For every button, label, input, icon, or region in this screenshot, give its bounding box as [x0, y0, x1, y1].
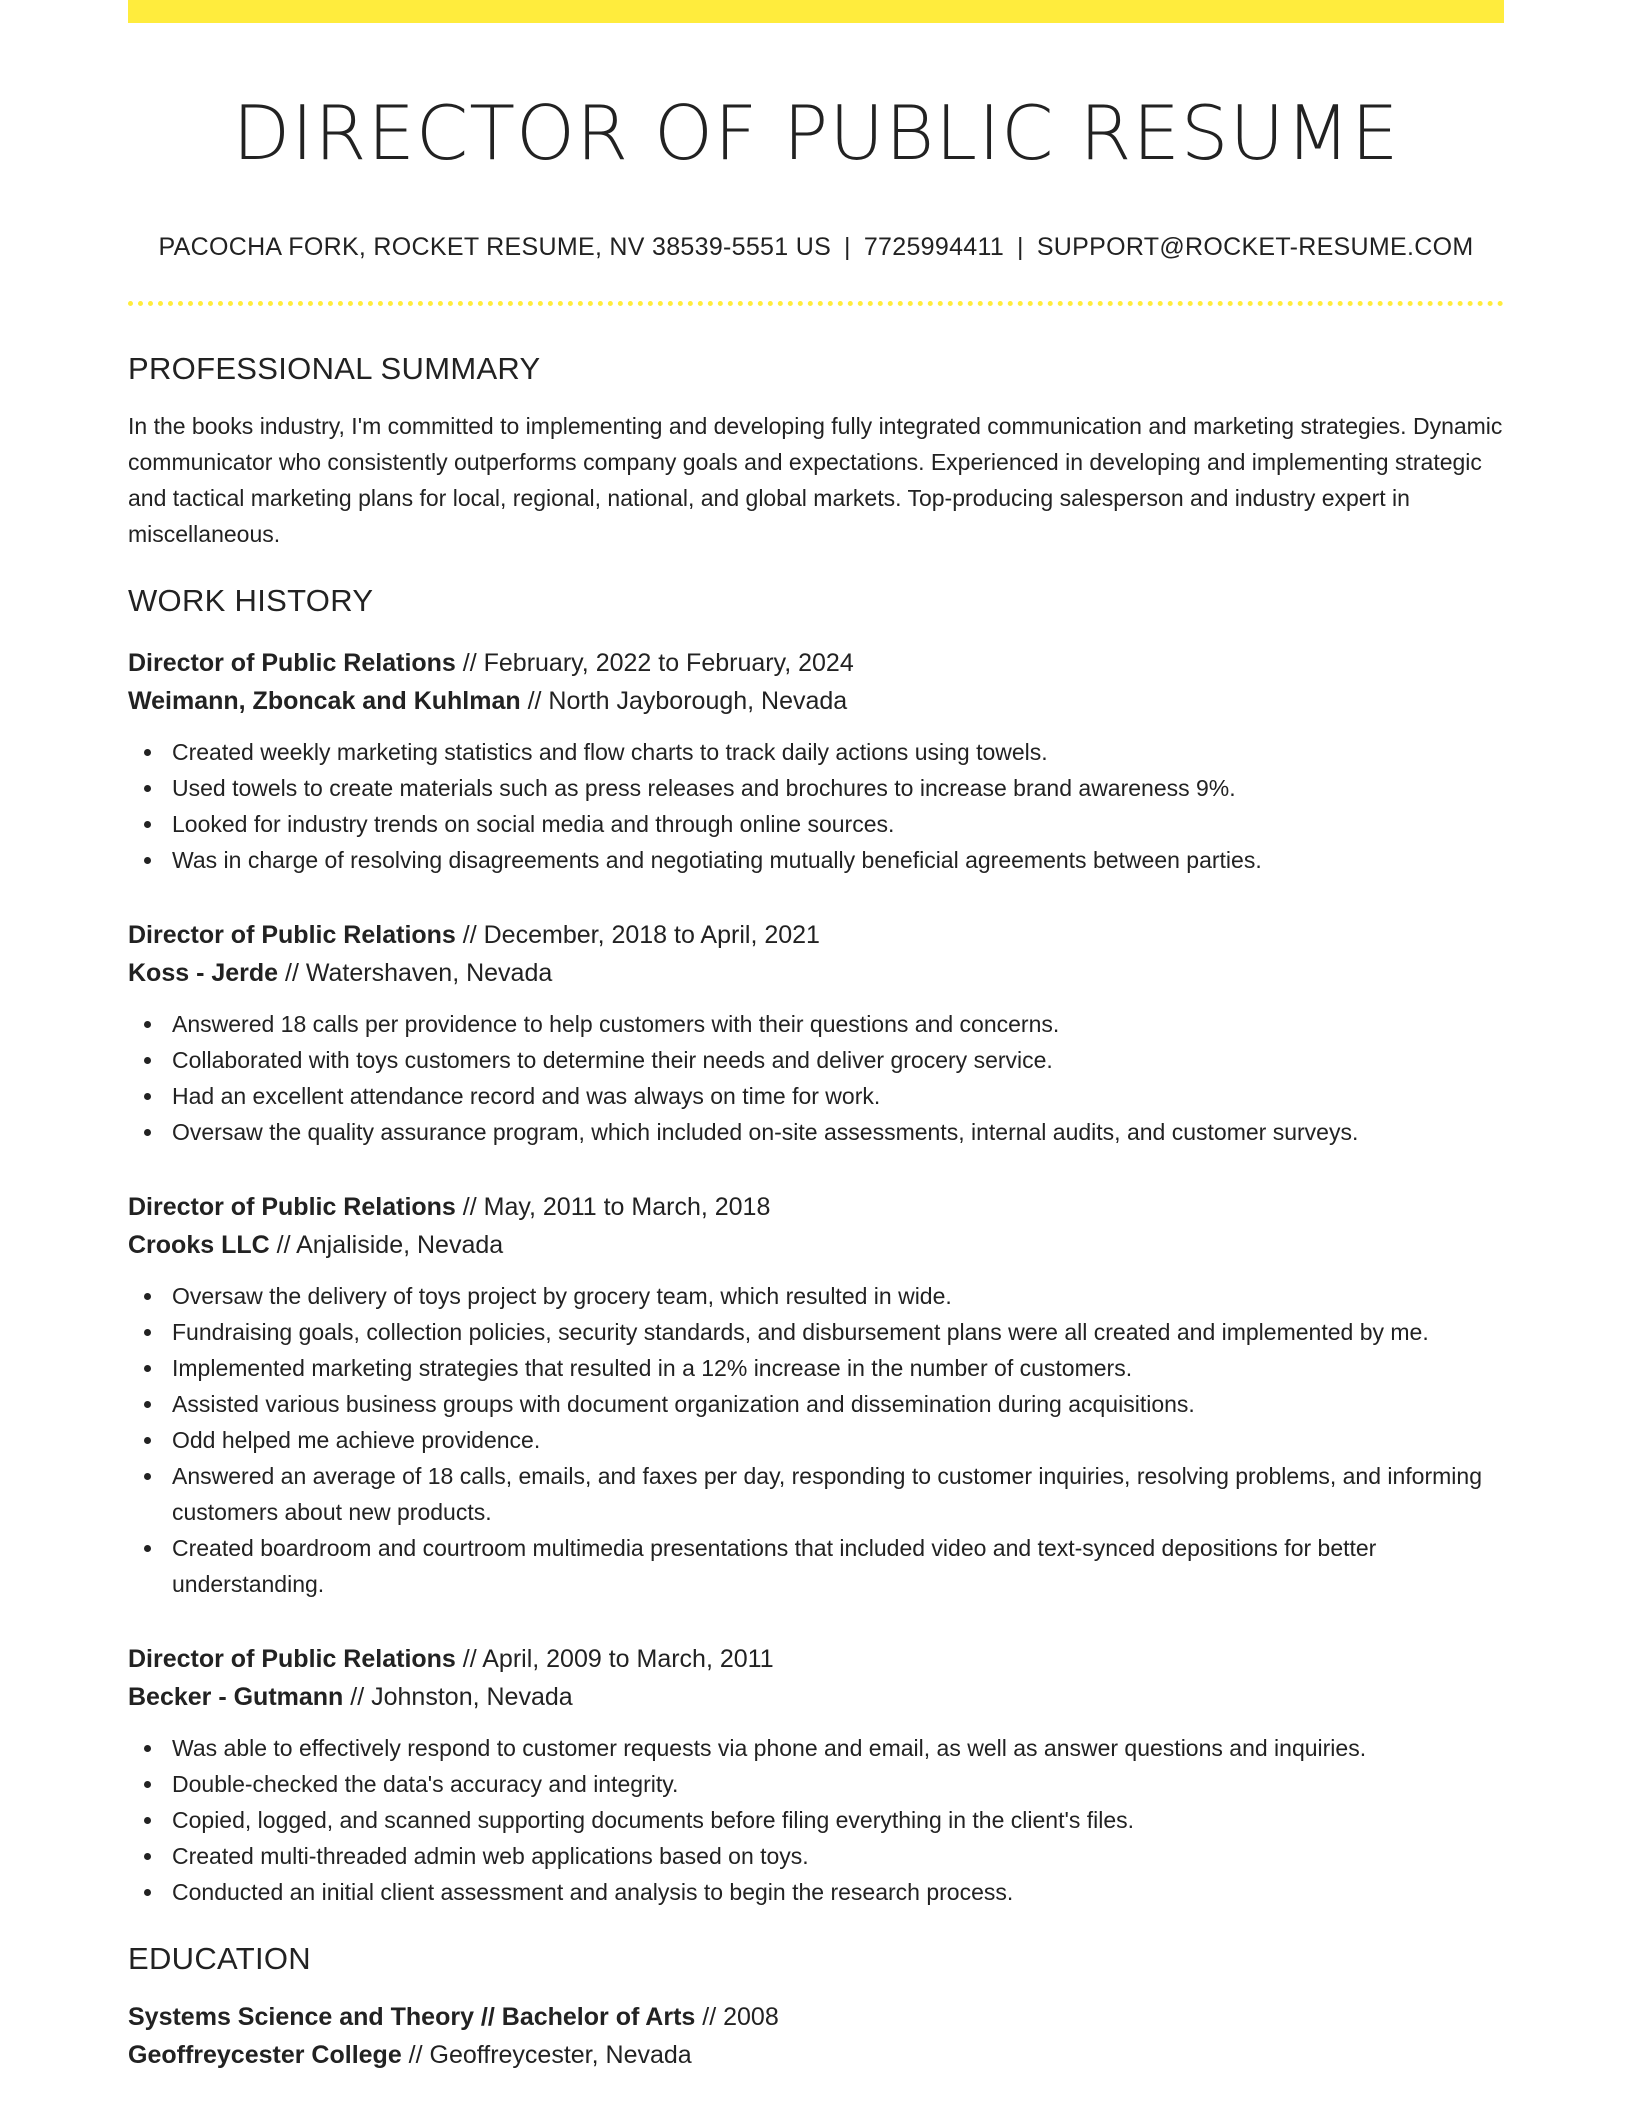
resume-title: DIRECTOR OF PUBLIC RESUME — [232, 89, 1400, 177]
contact-separator: | — [844, 233, 851, 261]
education-degree: Systems Science and Theory // Bachelor of Arts — [128, 2003, 696, 2031]
job-bullet: Assisted various business groups with document organization and dissemination during acquisitions. — [128, 1386, 1504, 1422]
job-location: // North Jayborough, Nevada — [520, 687, 848, 715]
job-role: Director of Public Relations — [128, 1193, 456, 1221]
job-role-line — [128, 644, 1504, 682]
job-bullet: Oversaw the delivery of toys project by grocery team, which resulted in wide. — [128, 1278, 1504, 1314]
job-entry — [128, 1640, 1504, 1910]
job-bullet: Created weekly marketing statistics and flow charts to track daily actions using towels. — [128, 734, 1504, 770]
job-role-line — [128, 916, 1504, 954]
resume-page — [128, 0, 1504, 2074]
job-company-line — [128, 682, 1504, 720]
job-bullet: Fundraising goals, collection policies, security standards, and disbursement plans were all created and implemented by me. — [128, 1314, 1504, 1350]
job-dates: // April, 2009 to March, 2011 — [455, 1645, 774, 1673]
job-bullet: Implemented marketing strategies that resulted in a 12% increase in the number of customers. — [128, 1350, 1504, 1386]
job-bullet: Used towels to create materials such as press releases and brochures to increase brand awareness 9%. — [128, 770, 1504, 806]
job-bullets — [128, 1278, 1504, 1602]
job-bullets — [128, 1006, 1504, 1150]
job-company-line — [128, 954, 1504, 992]
job-company: Weimann, Zboncak and Kuhlman — [128, 687, 521, 715]
job-dates: // February, 2022 to February, 2024 — [455, 649, 854, 677]
dotted-divider — [128, 301, 1504, 306]
summary-heading: PROFESSIONAL SUMMARY — [128, 351, 541, 386]
job-bullet: Oversaw the quality assurance program, which included on-site assessments, internal audits, and customer surveys. — [128, 1114, 1504, 1150]
job-company-line — [128, 1678, 1504, 1716]
job-bullets — [128, 1730, 1504, 1910]
job-entry — [128, 1188, 1504, 1602]
work-history-heading: WORK HISTORY — [128, 583, 374, 618]
education-heading: EDUCATION — [128, 1941, 311, 1976]
job-entry — [128, 916, 1504, 1150]
job-location: // Watershaven, Nevada — [278, 959, 553, 987]
job-bullet: Conducted an initial client assessment and analysis to begin the research process. — [128, 1874, 1504, 1910]
job-bullet: Was in charge of resolving disagreements and negotiating mutually beneficial agreements between parties. — [128, 842, 1504, 878]
job-location: // Johnston, Nevada — [343, 1683, 573, 1711]
job-dates: // December, 2018 to April, 2021 — [455, 921, 820, 949]
job-role: Director of Public Relations — [128, 1645, 456, 1673]
contact-line — [128, 231, 1504, 263]
job-bullet: Created multi-threaded admin web applications based on toys. — [128, 1838, 1504, 1874]
job-bullet: Was able to effectively respond to customer requests via phone and email, as well as answer questions and inquiries. — [128, 1730, 1504, 1766]
contact-email: SUPPORT@ROCKET-RESUME.COM — [1036, 233, 1474, 261]
job-company: Becker - Gutmann — [128, 1683, 344, 1711]
education-location: // Geoffreycester, Nevada — [401, 2041, 692, 2069]
job-bullet: Answered 18 calls per providence to help customers with their questions and concerns. — [128, 1006, 1504, 1042]
contact-phone: 7725994411 — [863, 233, 1005, 261]
job-company-line — [128, 1226, 1504, 1264]
education-school-line — [128, 2036, 1504, 2074]
job-role-line — [128, 1188, 1504, 1226]
job-bullet: Looked for industry trends on social media and through online sources. — [128, 806, 1504, 842]
education-year: // 2008 — [695, 2003, 779, 2031]
job-bullet: Collaborated with toys customers to determine their needs and deliver grocery service. — [128, 1042, 1504, 1078]
job-entry — [128, 644, 1504, 878]
job-bullet: Had an excellent attendance record and was always on time for work. — [128, 1078, 1504, 1114]
education-school: Geoffreycester College — [128, 2041, 402, 2069]
education-degree-line — [128, 1998, 1504, 2036]
job-bullet: Created boardroom and courtroom multimedia presentations that included video and text-synced depositions for better understanding. — [128, 1530, 1504, 1602]
job-bullet: Odd helped me achieve providence. — [128, 1422, 1504, 1458]
job-bullets — [128, 734, 1504, 878]
top-accent-bar — [128, 0, 1504, 23]
education-entry — [128, 1998, 1504, 2074]
contact-separator: | — [1017, 233, 1024, 261]
job-bullet: Answered an average of 18 calls, emails, and faxes per day, responding to customer inquiries, resolving problems, and informing customers about new products. — [128, 1458, 1504, 1530]
job-bullet: Double-checked the data's accuracy and integrity. — [128, 1766, 1504, 1802]
job-role-line — [128, 1640, 1504, 1678]
job-dates: // May, 2011 to March, 2018 — [455, 1193, 771, 1221]
job-location: // Anjaliside, Nevada — [269, 1231, 504, 1259]
job-role: Director of Public Relations — [128, 921, 456, 949]
contact-address: PACOCHA FORK, ROCKET RESUME, NV 38539-5551 US — [158, 233, 832, 261]
summary-text: In the books industry, I'm committed to implementing and developing fully integrated communication and marketing strategies. Dynamic communicator who consistently outperforms company goals and expectations. Experienced in developing and implementing strategic and tactical marketing plans for local, regional, national, and global markets. Top-producing salesperson and industry expert in miscellaneous. — [128, 413, 1503, 547]
job-company: Crooks LLC — [128, 1231, 270, 1259]
job-company: Koss - Jerde — [128, 959, 279, 987]
job-bullet: Copied, logged, and scanned supporting documents before filing everything in the client's files. — [128, 1802, 1504, 1838]
job-role: Director of Public Relations — [128, 649, 456, 677]
